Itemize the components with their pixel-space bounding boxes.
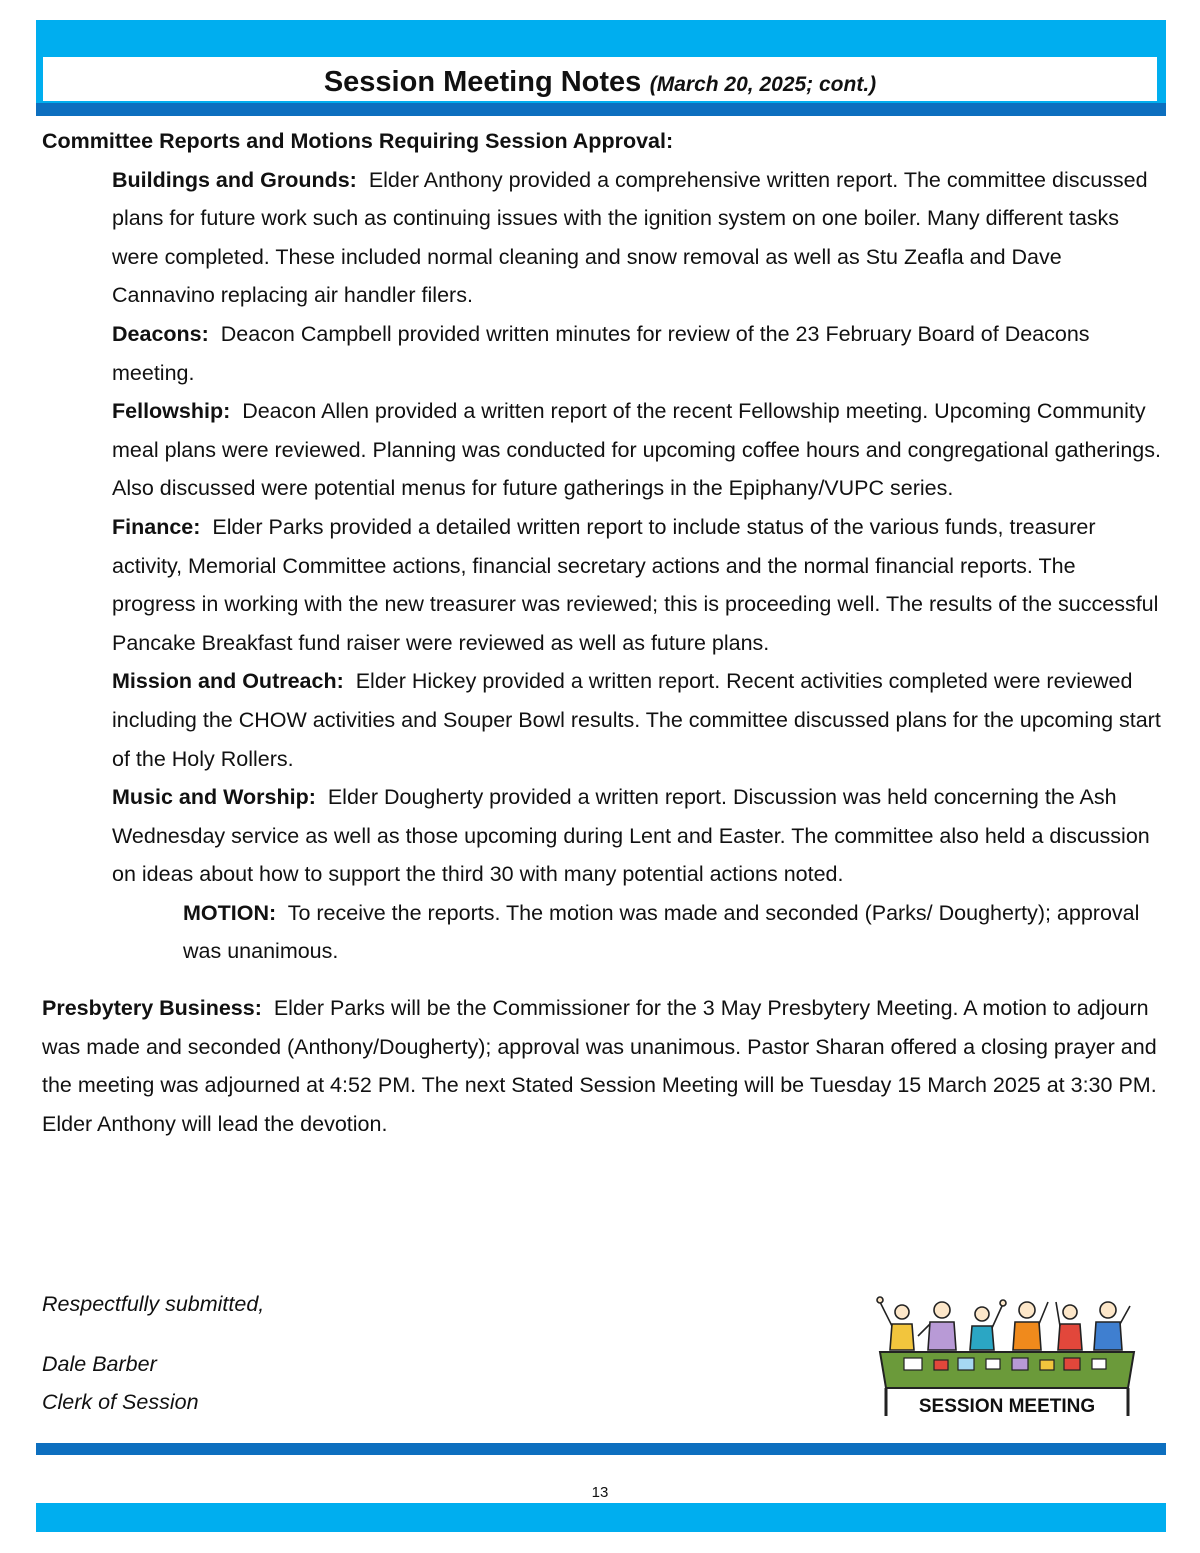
page-number: 13: [591, 1484, 609, 1501]
report-music: [112, 778, 1162, 894]
report-fellowship: [112, 392, 1162, 508]
report-deacons: [112, 315, 1162, 392]
motion-text: To receive the reports. The motion was made and seconded (Parks/ Dougherty); approval was unanimous.: [183, 900, 1140, 964]
report-text: Elder Hickey provided a written report. Recent activities completed were reviewed including the CHOW activities and Souper Bowl results. The committee discussed plans for the upcoming start of the Holy Rollers.: [112, 669, 1161, 771]
presbytery-label: Presbytery Business:: [42, 996, 262, 1021]
report-text: Deacon Campbell provided written minutes for review of the 23 February Board of Deacons meeting.: [112, 321, 1090, 385]
report-label: Deacons:: [112, 321, 209, 346]
clipart-caption: SESSION MEETING: [918, 1396, 1096, 1417]
presbytery-business: [42, 989, 1162, 1143]
presbytery-text: Elder Parks will be the Commissioner for the 3 May Presbytery Meeting. A motion to adjourn was made and seconded (Anthony/Dougherty); approval was unanimous. Pastor Sharan offered a closing prayer and the meeting was adjourned at 4:52 PM. The next Stated Session Meeting will be Tuesday 15 March 2025 at 3:30 PM. Elder Anthony will lead the devotion.: [42, 996, 1157, 1136]
header-rule: [36, 103, 1166, 116]
committee-heading: Committee Reports and Motions Requiring Session Approval:: [42, 129, 674, 153]
report-mission: [112, 662, 1162, 778]
signoff-role: Clerk of Session: [42, 1390, 199, 1414]
report-label: Buildings and Grounds:: [112, 167, 357, 192]
report-finance: [112, 508, 1162, 662]
report-label: Mission and Outreach:: [112, 669, 344, 694]
signoff-closing: Respectfully submitted,: [42, 1292, 265, 1316]
report-text: Elder Parks provided a detailed written report to include status of the various funds, treasurer activity, Memorial Committee actions, financial secretary actions and the normal financial reports. The progress in working with the new treasurer was reviewed; this is proceeding well. The results of the successful Pancake Breakfast fund raiser were reviewed as well as future plans.: [112, 514, 1159, 655]
motion-label: MOTION:: [183, 900, 277, 925]
page-title: Session Meeting Notes: [323, 66, 642, 98]
footer-band: [36, 1503, 1166, 1532]
session-meeting-clipart-icon: [872, 1292, 1142, 1422]
report-label: Music and Worship:: [112, 785, 316, 810]
report-text: Elder Anthony provided a comprehensive written report. The committee discussed plans for future work such as continuing issues with the ignition system on one boiler. Many different tasks were completed. These included normal cleaning and snow removal as well as Stu Zeafla and Dave Cannavino replacing air handler filers.: [112, 167, 1148, 308]
footer-rule: [36, 1443, 1166, 1455]
report-buildings: [112, 161, 1162, 315]
signoff-name: Dale Barber: [42, 1352, 157, 1376]
report-label: Fellowship:: [112, 399, 231, 424]
header-band: [36, 20, 1166, 116]
motion: [183, 894, 1162, 971]
report-text: Elder Dougherty provided a written report. Discussion was held concerning the Ash Wednesday service as well as those upcoming during Lent and Easter. The committee also held a discussion on ideas about how to support the third 30 with many potential actions noted.: [112, 785, 1150, 887]
page-subtitle: (March 20, 2025; cont.): [649, 73, 877, 96]
document-body: [42, 122, 1162, 1143]
header-title-box: [43, 57, 1157, 101]
report-label: Finance:: [112, 514, 201, 539]
signoff: [42, 1285, 264, 1421]
report-text: Deacon Allen provided a written report of the recent Fellowship meeting. Upcoming Community meal plans were reviewed. Planning was conducted for upcoming coffee hours and congregational gatherings. Also discussed were potential menus for future gatherings in the Epiphany/VUPC series.: [112, 399, 1161, 501]
